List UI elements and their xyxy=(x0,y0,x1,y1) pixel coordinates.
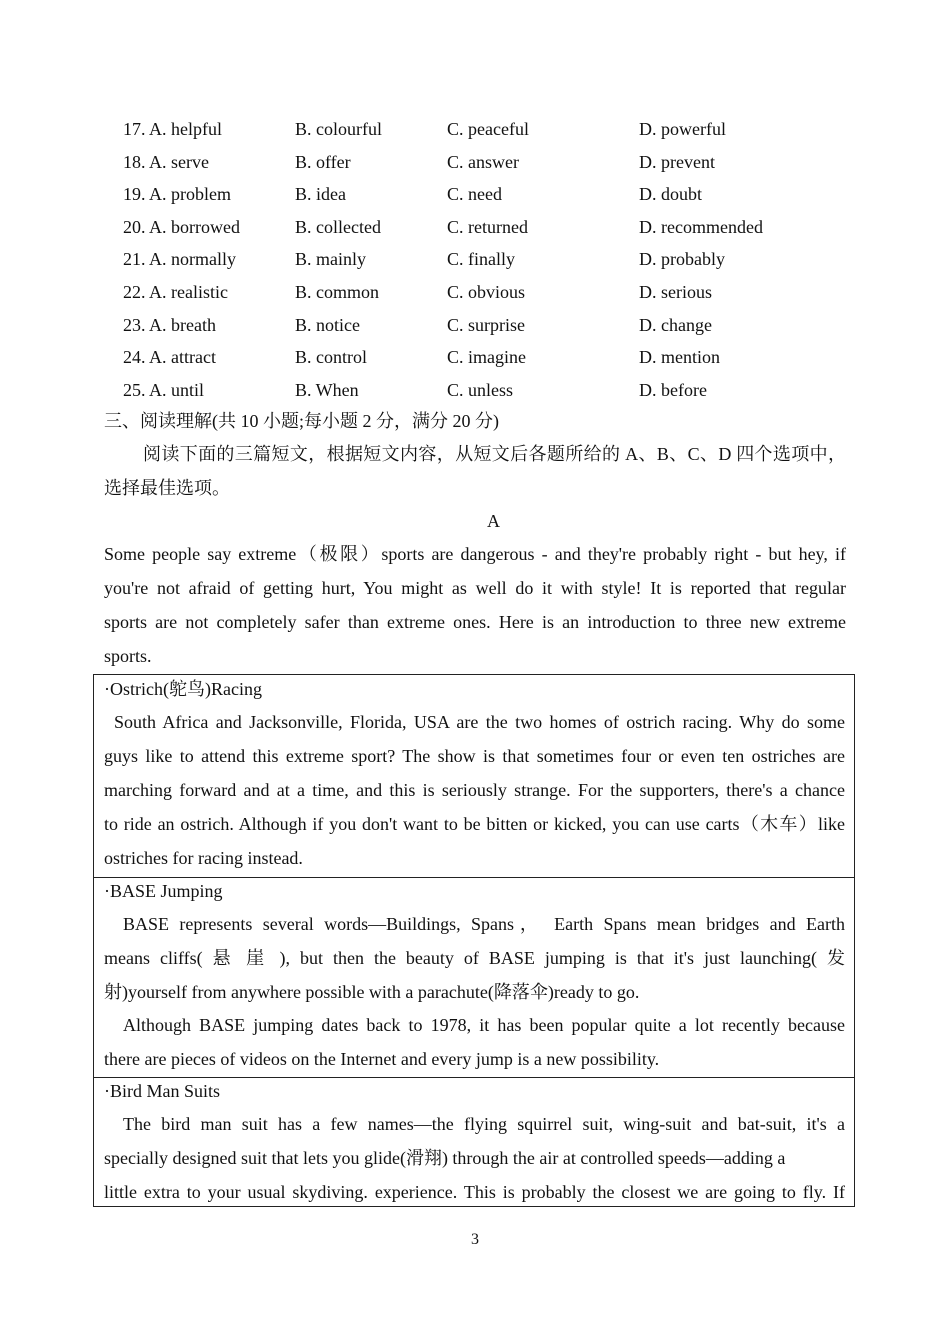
base-line-4: Although BASE jumping dates back to 1978, it has been popular quite a lot recently because xyxy=(123,1015,845,1035)
option-b: B. idea xyxy=(295,184,346,205)
ostrich-racing-box xyxy=(93,674,855,878)
option-b: B. When xyxy=(295,379,359,400)
base-jumping-box xyxy=(93,877,855,1078)
option-c: C. imagine xyxy=(447,347,526,368)
option-d: D. probably xyxy=(639,249,725,270)
option-d: D. prevent xyxy=(639,151,715,172)
option-row xyxy=(0,345,950,369)
intro-line-4: sports. xyxy=(104,646,152,666)
ostrich-racing-title: ·Ostrich(鸵鸟)Racing xyxy=(104,679,262,699)
option-a: 22. A. realistic xyxy=(123,282,228,302)
instruction-line-1: 阅读下面的三篇短文，根据短文内容，从短文后各题所给的 A、B、C、D 四个选项中， xyxy=(143,444,846,464)
option-b: B. common xyxy=(295,282,379,302)
bird-man-suits-box xyxy=(93,1077,855,1207)
option-row xyxy=(0,280,950,304)
ostrich-line-5: ostriches for racing instead. xyxy=(104,848,303,868)
intro-line-2: you're not afraid of getting hurt, You might as well do it with style! It is reported that regular xyxy=(104,578,846,598)
option-c: C. answer xyxy=(447,151,519,172)
ostrich-line-1: South Africa and Jacksonville, Florida, USA are the two homes of ostrich racing. Why do some xyxy=(114,712,845,732)
option-row xyxy=(0,247,950,271)
passage-letter: A xyxy=(487,511,500,531)
ostrich-line-3: marching forward and at a time, and this is seriously strange. For the supporters, there's a chance xyxy=(104,780,845,800)
base-jumping-title: ·BASE Jumping xyxy=(104,881,223,901)
instruction-line-2: 选择最佳选项。 xyxy=(104,478,230,498)
option-b: B. control xyxy=(295,347,367,368)
page-number: 3 xyxy=(471,1231,479,1248)
option-a: 25. A. until xyxy=(123,379,205,400)
option-row xyxy=(0,117,950,141)
bird-line-3: little extra to your usual skydiving. experience. This is probably the closest we are going to fly. If xyxy=(104,1182,845,1202)
option-d: D. mention xyxy=(639,347,720,368)
bird-man-suits-title: ·Bird Man Suits xyxy=(104,1081,221,1101)
intro-line-3: sports are not completely safer than extreme ones. Here is an introduction to three new extreme xyxy=(104,612,846,632)
option-c: C. peaceful xyxy=(447,119,529,139)
intro-line-1: Some people say extreme（极限）sports are dangerous - and they're probably right - but hey, if xyxy=(104,544,846,564)
option-d: D. recommended xyxy=(639,216,763,237)
option-row xyxy=(0,182,950,206)
option-b: B. collected xyxy=(295,216,381,237)
option-row xyxy=(0,313,950,337)
bird-line-1: The bird man suit has a few names—the flying squirrel suit, wing-suit and bat-suit, it's a xyxy=(123,1114,845,1134)
ostrich-line-2: guys like to attend this extreme sport? The show is that sometimes four or even ten ostriches are xyxy=(104,746,845,766)
option-c: C. unless xyxy=(447,379,514,400)
section-heading: 三、阅读理解(共 10 小题;每小题 2 分，满分 20 分) xyxy=(104,411,499,431)
option-b: B. colourful xyxy=(295,119,382,139)
option-a: 20. A. borrowed xyxy=(123,216,240,237)
option-c: C. returned xyxy=(447,216,528,237)
option-row xyxy=(0,378,950,402)
base-line-1: BASE represents several words—Buildings, Spans， Earth Spans mean bridges and Earth xyxy=(123,914,845,934)
base-line-5: there are pieces of videos on the Internet and every jump is a new possibility. xyxy=(104,1049,660,1069)
option-row xyxy=(0,150,950,174)
option-b: B. offer xyxy=(295,151,351,172)
option-c: C. finally xyxy=(447,249,515,270)
option-a: 17. A. helpful xyxy=(123,119,222,139)
option-a: 18. A. serve xyxy=(123,151,209,172)
option-row xyxy=(0,215,950,239)
option-a: 21. A. normally xyxy=(123,249,236,270)
option-a: 24. A. attract xyxy=(123,347,216,368)
ostrich-line-4: to ride an ostrich. Although if you don't want to be bitten or kicked, you can use carts（木车）like xyxy=(104,814,845,834)
option-d: D. before xyxy=(639,379,707,400)
option-c: C. obvious xyxy=(447,282,526,302)
option-d: D. serious xyxy=(639,282,712,302)
bird-line-2: specially designed suit that lets you glide(滑翔) through the air at controlled speeds—adding a xyxy=(104,1148,786,1168)
option-c: C. need xyxy=(447,184,502,205)
option-c: C. surprise xyxy=(447,314,525,335)
option-b: B. mainly xyxy=(295,249,366,270)
option-d: D. change xyxy=(639,314,712,335)
base-line-2: means cliffs( 悬 崖 ), but then the beauty of BASE jumping is that it's just launching( 发 xyxy=(104,948,845,968)
option-b: B. notice xyxy=(295,314,360,335)
option-a: 19. A. problem xyxy=(123,184,231,205)
option-d: D. powerful xyxy=(639,119,726,139)
option-a: 23. A. breath xyxy=(123,314,216,335)
base-line-3: 射)yourself from anywhere possible with a parachute(降落伞)ready to go. xyxy=(104,982,640,1002)
option-d: D. doubt xyxy=(639,184,702,205)
